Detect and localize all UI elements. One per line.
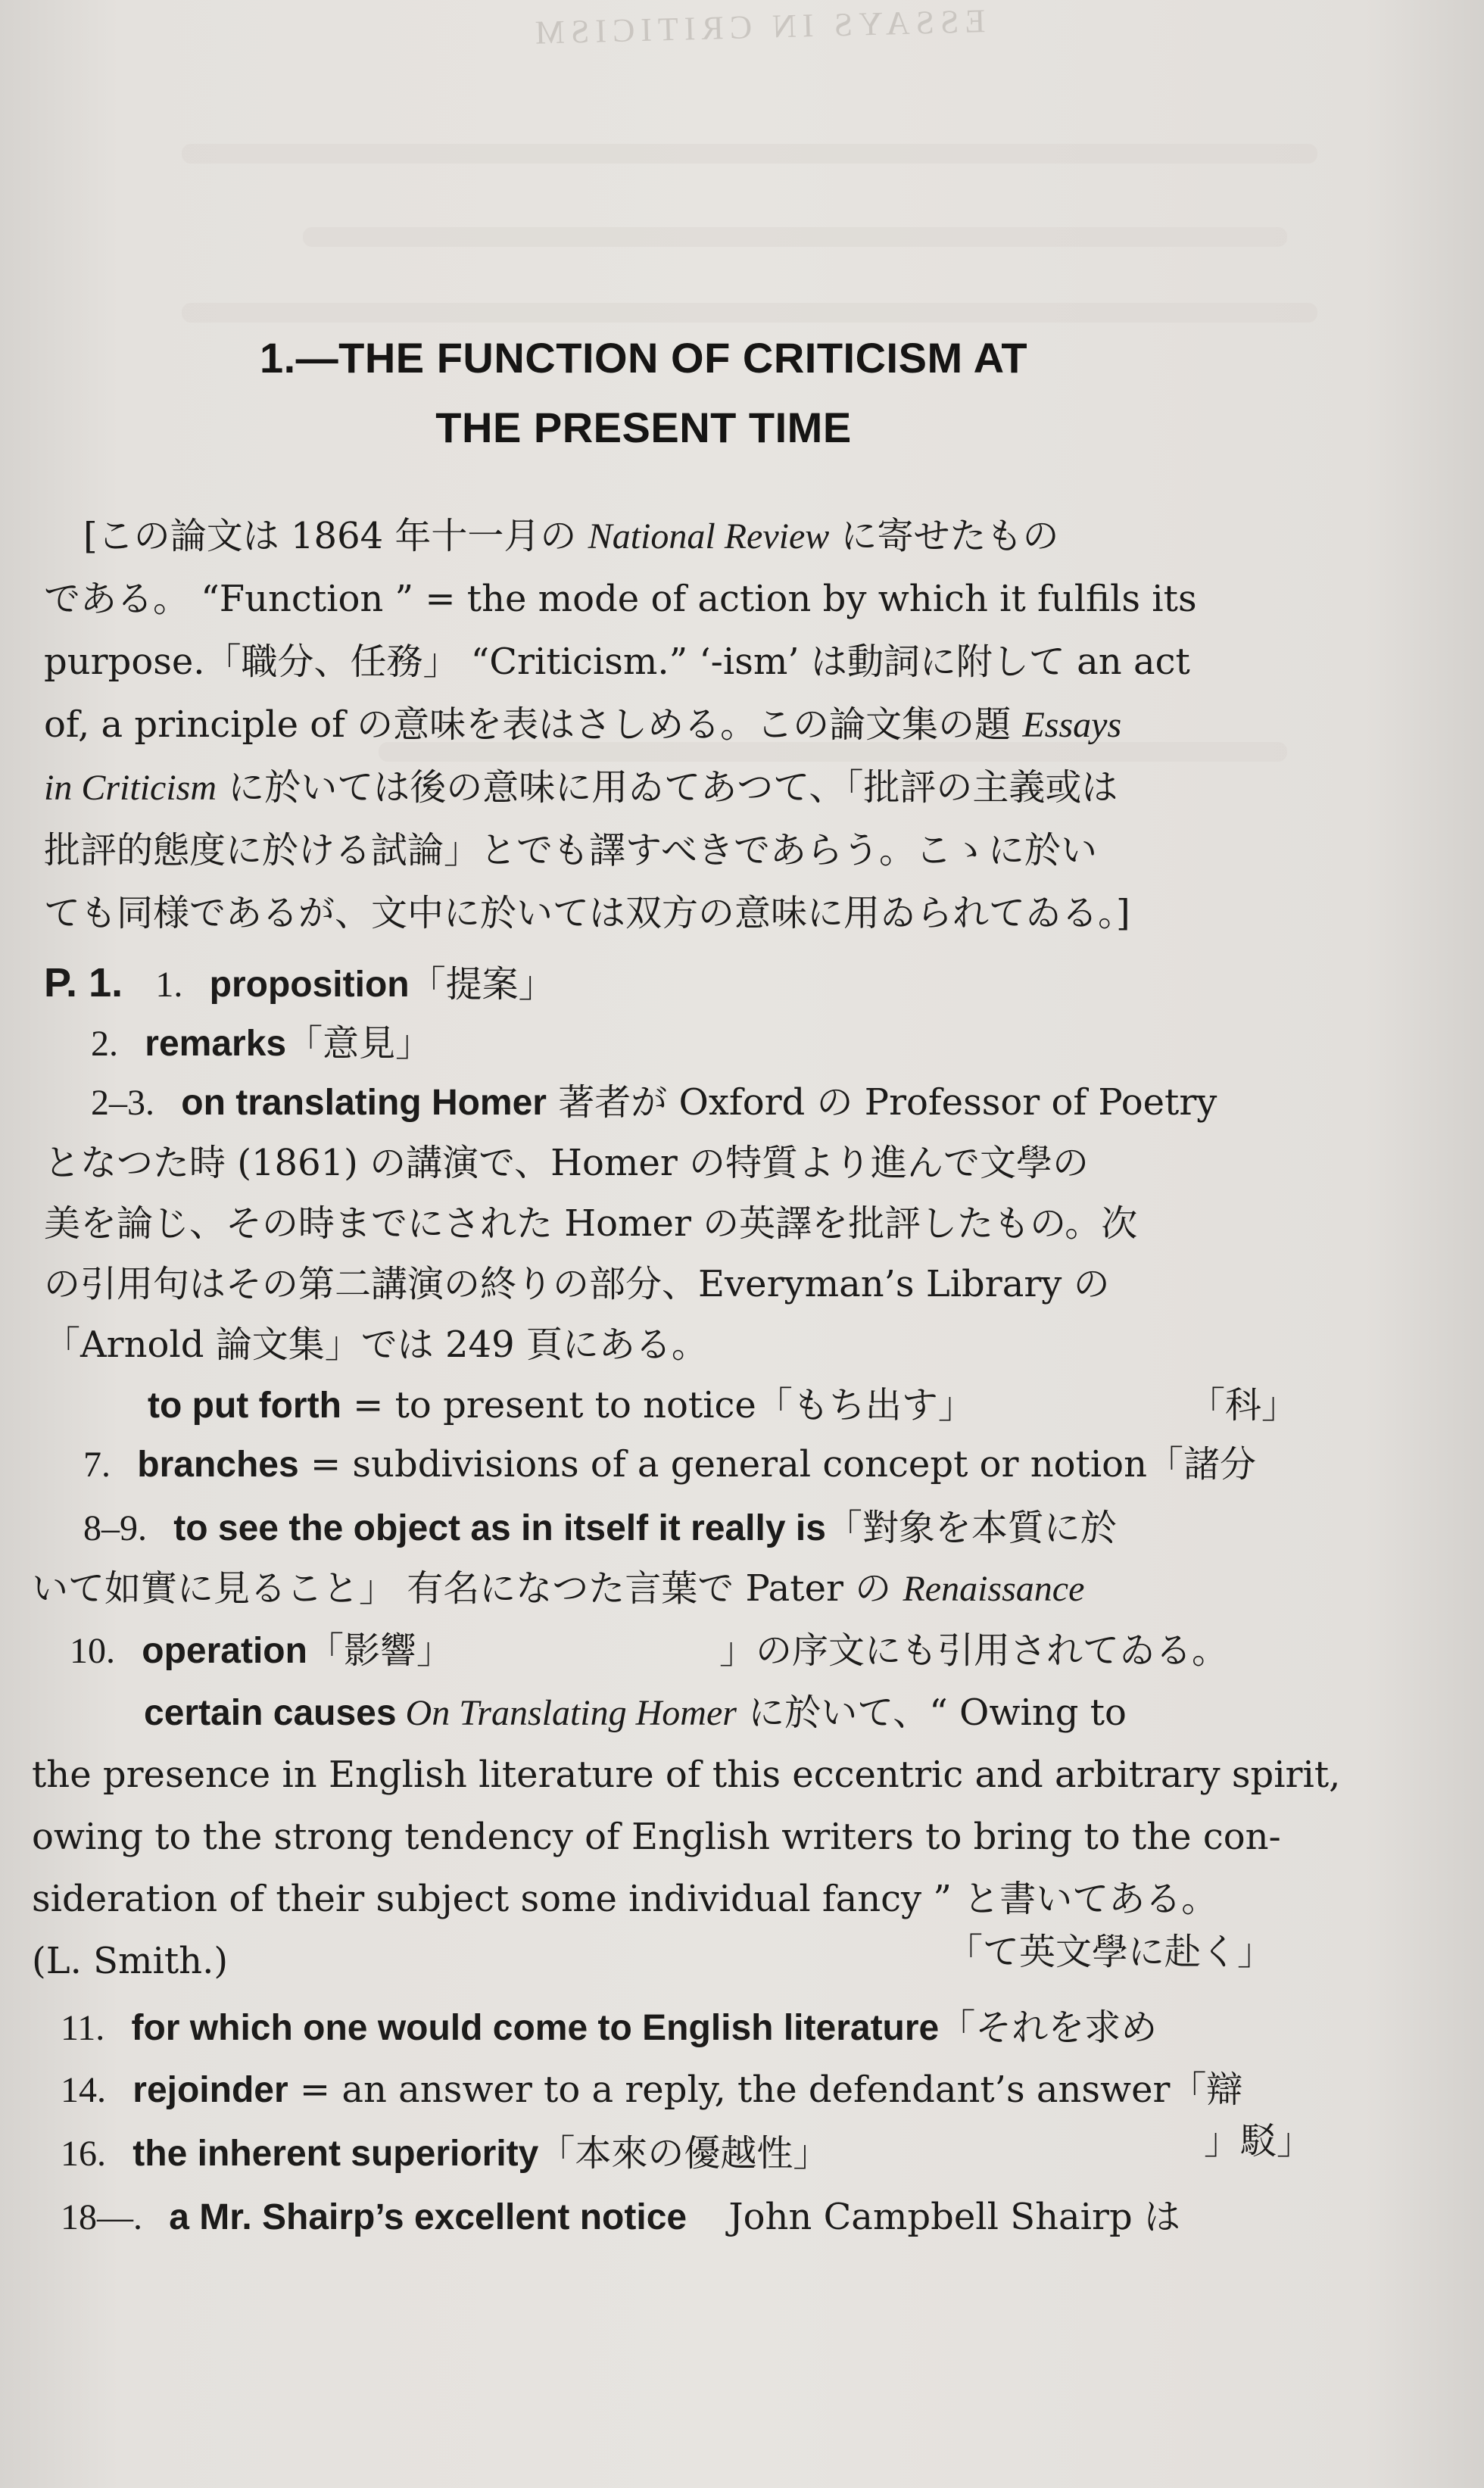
book-title: Essays (1022, 705, 1122, 745)
note-term: rejoinder (132, 2070, 288, 2110)
line-ref: 1. (155, 965, 183, 1005)
note-continuation: 「Arnold 論文集」では 249 頁にある。 (44, 1324, 708, 1366)
note-continuation: owing to the strong tendency of English writers to bring to the con- (32, 1816, 1281, 1858)
note-operation (70, 1629, 453, 1673)
note-term: certain causes (144, 1693, 397, 1733)
chapter-title-line-1: 1.—THE FUNCTION OF CRITICISM AT (259, 334, 1028, 382)
note-gloss: いて如實に見ること」 有名になつた言葉で Pater の (32, 1567, 903, 1610)
note-continuation: the presence in English literature of this eccentric and arbitrary spirit, (32, 1754, 1341, 1796)
note-continuation: sideration of their subject some individual fancy ” と書いてある。 (32, 1878, 1218, 1920)
intro-line-7: ても同様であるが、文中に於いては双方の意味に用ゐられてゐる。] (44, 892, 1130, 934)
note-gloss: 「意見」 (286, 1022, 432, 1065)
intro-line-6: 批評的態度に於ける試論」とでも譯すべきであらう。こゝに於い (44, 829, 1098, 871)
book-title: On Translating Homer (396, 1693, 737, 1733)
note-gloss-right: 「て英文學に赴く」 (946, 1931, 1274, 1973)
note-gloss: = to present to notice「もち出す」 (341, 1384, 974, 1426)
intro-text: [この論文は 1864 年十一月の (83, 515, 588, 557)
note-gloss: 「提案」 (409, 963, 555, 1005)
note-gloss: 「影響」 (307, 1629, 453, 1672)
line-ref: 2–3. (91, 1083, 154, 1123)
book-title: Renaissance (903, 1569, 1085, 1609)
note-gloss: 著者が Oxford の Professor of Poetry (546, 1081, 1217, 1124)
note-term: branches (137, 1445, 299, 1485)
intro-line-2: である。 “Function ” = the mode of action by which it fulfils its (44, 578, 1197, 620)
intro-text: に於いては後の意味に用ゐてあつて、「批評の主義或は (217, 766, 1118, 809)
note-term: on translating Homer (181, 1083, 547, 1123)
intro-line-3: purpose.「職分、任務」 “Criticism.” ‘-ism’ は動詞に附して an act (44, 641, 1190, 683)
bleed-through-running-head: ESSAYS IN CRITICISM (528, 2, 986, 51)
intro-line-4 (44, 703, 1121, 747)
page-ref: P. 1. (44, 960, 123, 1005)
note-continuation: の引用句はその第二講演の終りの部分、Everyman’s Library の (44, 1263, 1110, 1305)
note-term: operation (142, 1631, 307, 1671)
intro-text: に寄せたもの (829, 515, 1059, 557)
note-inherent-superiority (61, 2132, 829, 2175)
note-proposition (44, 962, 555, 1006)
note-continuation: となつた時 (1861) の講演で、Homer の特質より進んで文學の (44, 1142, 1090, 1184)
note-gloss: 「それを求め (939, 2006, 1158, 2049)
note-gloss: = an answer to a reply, the defendant’s answer「辯 (288, 2069, 1243, 2111)
intro-line-5 (44, 766, 1118, 809)
note-term: for which one would come to English literature (131, 2008, 940, 2048)
note-gloss: 「本來の優越性」 (538, 2132, 830, 2175)
line-ref: 16. (61, 2134, 106, 2174)
note-gloss-right: 「科」 (1189, 1384, 1298, 1426)
note-term: a Mr. Shairp’s excellent notice (169, 2197, 687, 2237)
line-ref: 2. (91, 1024, 118, 1064)
book-title: in Criticism (44, 768, 217, 808)
note-shairp (61, 2196, 1180, 2239)
note-gloss: John Campbell Shairp は (728, 2196, 1180, 2238)
note-gloss: に於いて、“ Owing to (736, 1691, 1127, 1734)
note-for-which (61, 2006, 1157, 2050)
note-remarks (91, 1022, 432, 1065)
intro-text: of, a principle of の意味を表はさしめる。この論文集の題 (44, 703, 1023, 746)
line-ref: 18—. (61, 2197, 142, 2237)
note-on-translating-homer (91, 1081, 1217, 1124)
chapter-title-line-2: THE PRESENT TIME (435, 404, 852, 451)
note-term: the inherent superiority (132, 2134, 539, 2174)
bleed-through-line (182, 303, 1317, 323)
note-continuation: 美を論じ、その時までにされた Homer の英譯を批評したもの。次 (44, 1202, 1138, 1245)
line-ref: 8–9. (83, 1508, 147, 1548)
note-term: to put forth (148, 1386, 341, 1426)
note-term: remarks (145, 1024, 287, 1064)
note-to-put-forth (148, 1384, 974, 1427)
bleed-through-line (303, 227, 1287, 247)
note-gloss: 「對象を本質に於 (825, 1507, 1117, 1549)
line-ref: 7. (83, 1445, 111, 1485)
note-rejoinder (61, 2069, 1242, 2112)
note-term: to see the object as in itself it really is (173, 1508, 826, 1548)
note-certain-causes (144, 1691, 1127, 1735)
intro-line-1 (83, 515, 1059, 558)
note-gloss: = subdivisions of a general concept or notion「諸分 (298, 1443, 1256, 1486)
note-continuation (32, 1567, 1084, 1610)
note-branches (83, 1443, 1256, 1486)
note-continuation: (L. Smith.) (32, 1940, 229, 1982)
note-term: proposition (209, 965, 410, 1005)
line-ref: 10. (70, 1631, 115, 1671)
note-gloss-right: 」駁」 (1204, 2120, 1314, 2162)
note-see-the-object (83, 1507, 1117, 1550)
bleed-through-line (182, 144, 1317, 164)
journal-title: National Review (588, 516, 830, 557)
line-ref: 14. (61, 2070, 106, 2110)
line-ref: 11. (61, 2008, 105, 2048)
note-gloss-right: 」の序文にも引用されてゐる。 (719, 1629, 1229, 1672)
